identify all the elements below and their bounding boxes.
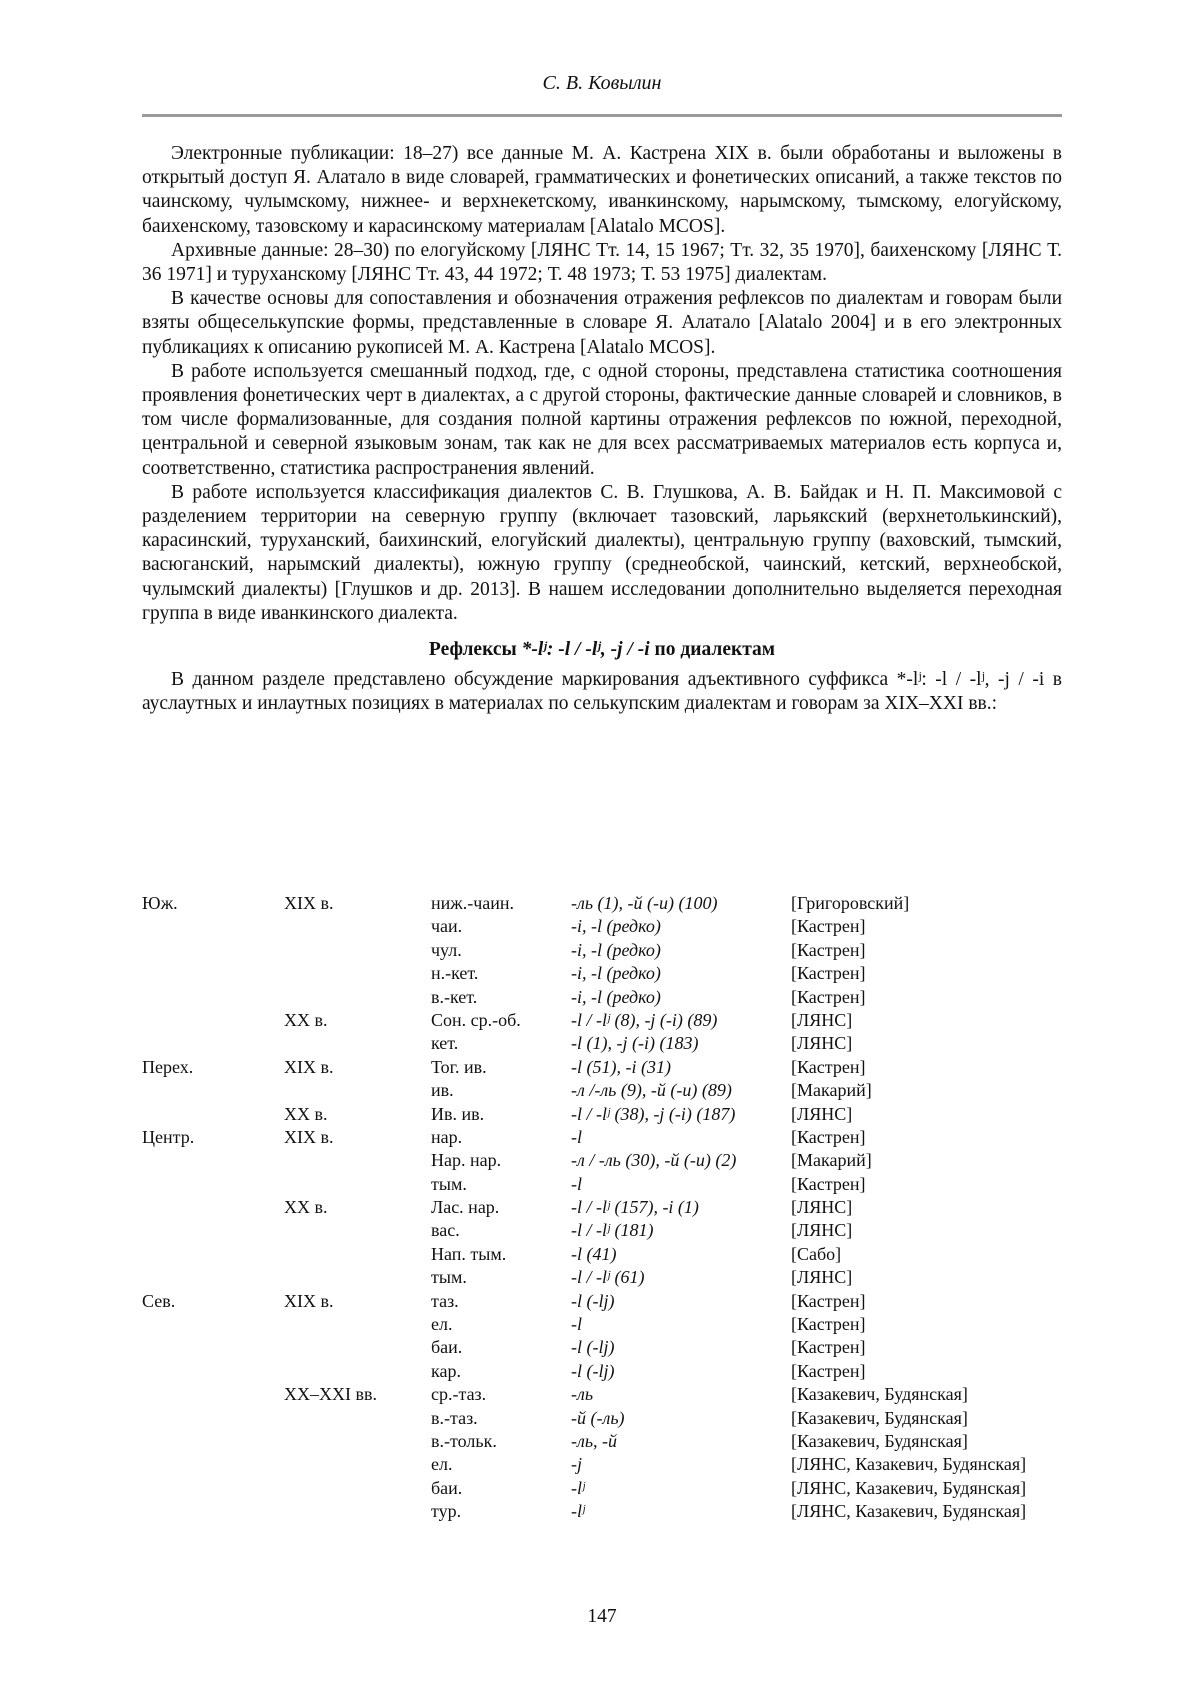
reflex-forms-text: -l bbox=[571, 1314, 582, 1335]
table-row bbox=[142, 1196, 1062, 1219]
zone-label: Центр. bbox=[142, 1126, 195, 1147]
dialect-label: в.-тольк. bbox=[431, 1430, 497, 1451]
reflex-forms-text: -ль, -й bbox=[571, 1430, 618, 1451]
reflex-forms bbox=[571, 1243, 616, 1266]
source-citation: [Сабо] bbox=[791, 1243, 842, 1264]
table-row bbox=[142, 1243, 1062, 1266]
source-citation: [Григоровский] bbox=[791, 893, 910, 913]
reflex-forms bbox=[571, 1173, 582, 1196]
table-row bbox=[142, 1056, 1062, 1079]
reflex-forms-text: -i, -l (редко) bbox=[571, 939, 661, 960]
table-row bbox=[142, 1009, 1062, 1032]
source-citation: [Кастрен] bbox=[791, 1173, 866, 1194]
reflex-forms-text: -lʲ bbox=[571, 1501, 585, 1522]
source-citation: [Кастрен] bbox=[791, 939, 866, 960]
dialect-label: Ив. ив. bbox=[431, 1103, 485, 1124]
reflex-forms bbox=[571, 1266, 644, 1289]
dialect-label: баи. bbox=[431, 1337, 463, 1358]
paragraph: Архивные данные: 28–30) по елогуйскому [ЛЯНС Тт. 14, 15 1967; Тт. 32, 35 1970], баихенскому [ЛЯНС Т. 36 1971] и туруханскому [ЛЯНС Тт. 43, 44 1972; Т. 48 1973; Т. 53 1975] диалектам. bbox=[142, 239, 1062, 286]
reflex-forms-text: -й (-ль) bbox=[571, 1407, 625, 1428]
reflex-forms-text: -ль (1), -й (-и) (100) bbox=[571, 893, 718, 913]
source-citation: [ЛЯНС] bbox=[791, 1197, 853, 1218]
reflex-forms-text: -l (-lj) bbox=[571, 1337, 615, 1358]
table-row bbox=[142, 986, 1062, 1009]
table-row bbox=[142, 892, 1062, 915]
dialect-label: в.-кет. bbox=[431, 986, 478, 1007]
reflex-forms-text: -i, -l (редко) bbox=[571, 986, 661, 1007]
reflex-forms bbox=[571, 1079, 732, 1102]
reflex-forms bbox=[571, 1313, 582, 1336]
dialect-label: таз. bbox=[431, 1290, 459, 1311]
reflex-forms-text: -l (1), -j (-i) (183) bbox=[571, 1033, 699, 1054]
dialect-label: ниж.-чаин. bbox=[431, 893, 515, 913]
dialect-label: Лас. нар. bbox=[431, 1197, 500, 1218]
source-citation: [ЛЯНС] bbox=[791, 1103, 853, 1124]
zone-label: Сев. bbox=[142, 1290, 176, 1311]
source-citation: [ЛЯНС, Казакевич, Будянская] bbox=[791, 1454, 1027, 1475]
table-row bbox=[142, 1407, 1062, 1430]
reflex-forms bbox=[571, 1219, 653, 1242]
table-row bbox=[142, 1477, 1062, 1500]
dialect-label: ел. bbox=[431, 1314, 453, 1335]
reflex-forms bbox=[571, 1336, 614, 1359]
dialect-label: Сон. ср.-об. bbox=[431, 1009, 521, 1030]
dialect-label: тур. bbox=[431, 1501, 462, 1522]
reflex-forms-text: -l (51), -i (31) bbox=[571, 1056, 671, 1077]
reflex-forms bbox=[571, 962, 661, 985]
section-heading bbox=[142, 638, 1062, 662]
century-label: XIX в. bbox=[284, 1126, 334, 1147]
reflex-forms-text: -l / -lʲ (157), -i (1) bbox=[571, 1197, 699, 1218]
reflex-forms-text: -ль bbox=[571, 1384, 594, 1405]
paragraph: Электронные публикации: 18–27) все данные М. А. Кастрена XIX в. были обработаны и выложены в открытый доступ Я. Алатало в виде словарей, грамматических и фонетических описаний, а также текстов по чаинскому, чулымскому, нижнее- и верхнекетскому, иванкинскому, нарымскому, тымскому, елогуйскому, баихенскому, тазовскому и карасинскому материалам [Alatalo MCOS]. bbox=[142, 143, 1062, 237]
table-row bbox=[142, 1173, 1062, 1196]
table-row bbox=[142, 1079, 1062, 1102]
reflex-forms-text: -l / -lʲ (61) bbox=[571, 1267, 645, 1288]
source-citation: [Кастрен] bbox=[791, 1314, 866, 1335]
reflex-forms bbox=[571, 1103, 735, 1126]
reflex-forms-text: -l (-lj) bbox=[571, 1290, 615, 1311]
reflex-forms bbox=[571, 1453, 582, 1476]
table-row bbox=[142, 1500, 1062, 1523]
century-label: XX в. bbox=[284, 1103, 328, 1124]
reflex-forms bbox=[571, 1009, 717, 1032]
table-row bbox=[142, 1103, 1062, 1126]
table-row bbox=[142, 1313, 1062, 1336]
dialect-label: ив. bbox=[431, 1080, 454, 1101]
source-citation: [Кастрен] bbox=[791, 1290, 866, 1311]
reflex-forms-text: -l bbox=[571, 1173, 582, 1194]
reflex-forms bbox=[571, 1407, 625, 1430]
dialect-label: Нар. нар. bbox=[431, 1150, 502, 1171]
table-row bbox=[142, 1032, 1062, 1055]
reflex-forms bbox=[571, 1430, 617, 1453]
reflex-forms-text: -i, -l (редко) bbox=[571, 916, 661, 937]
source-citation: [ЛЯНС] bbox=[791, 1033, 853, 1054]
reflex-forms bbox=[571, 1477, 585, 1500]
dialect-label: вас. bbox=[431, 1220, 460, 1241]
reflex-forms-text: -l / -lʲ (38), -j (-i) (187) bbox=[571, 1103, 736, 1124]
reflex-forms bbox=[571, 1500, 585, 1523]
reflex-forms bbox=[571, 1056, 671, 1079]
body-text bbox=[142, 142, 1062, 716]
dialect-label: тым. bbox=[431, 1173, 467, 1194]
reflex-table bbox=[142, 892, 1062, 1524]
reflex-forms-text: -l / -lʲ (8), -j (-i) (89) bbox=[571, 1009, 718, 1030]
reflex-forms bbox=[571, 1383, 593, 1406]
dialect-label: в.-таз. bbox=[431, 1407, 478, 1428]
source-citation: [ЛЯНС] bbox=[791, 1009, 853, 1030]
century-label: XX–XXI вв. bbox=[284, 1384, 377, 1405]
reflex-forms-text: -l (-lj) bbox=[571, 1360, 615, 1381]
dialect-label: нар. bbox=[431, 1126, 463, 1147]
reflex-forms bbox=[571, 1290, 614, 1313]
reflex-forms-text: -lʲ bbox=[571, 1477, 585, 1498]
table-row bbox=[142, 1126, 1062, 1149]
reflex-forms bbox=[571, 1032, 698, 1055]
century-label: XIX в. bbox=[284, 893, 334, 913]
source-citation: [Кастрен] bbox=[791, 1126, 866, 1147]
dialect-label: чаи. bbox=[431, 916, 463, 937]
source-citation: [ЛЯНС] bbox=[791, 1267, 853, 1288]
section-heading-prefix: Рефлексы bbox=[428, 639, 522, 661]
reflex-forms bbox=[571, 1196, 699, 1219]
century-label: XIX в. bbox=[284, 1056, 334, 1077]
table-row bbox=[142, 1336, 1062, 1359]
source-citation: [Кастрен] bbox=[791, 1337, 866, 1358]
section-intro: В данном разделе представлено обсуждение маркирования адъективного суффикса *-lʲ: -l / -lʲ, -j / -i в ауслаутных и инлаутных позициях в материалах по селькупским диалектам и говорам за XIX–XXI вв.: bbox=[142, 669, 1062, 715]
paragraph: В качестве основы для сопоставления и обозначения отражения рефлексов по диалектам и говорам были взяты общеселькупские формы, представленные в словаре Я. Алатало [Alatalo 2004] и в его электронных публикациях к описанию рукописей М. А. Кастрена [Alatalo MCOS]. bbox=[142, 288, 1062, 358]
dialect-label: Нап. тым. bbox=[431, 1243, 507, 1264]
zone-label: Перех. bbox=[142, 1056, 194, 1077]
reflex-forms bbox=[571, 892, 718, 915]
reflex-forms-text: -l (41) bbox=[571, 1243, 617, 1264]
reflex-forms-text: -л / -ль (30), -й (-и) (2) bbox=[571, 1150, 737, 1171]
section-heading-suffix: по диалектам bbox=[649, 639, 776, 661]
dialect-label: н.-кет. bbox=[431, 963, 479, 984]
section-heading-forms: *-lʲ: -l / -lʲ, -j / -i bbox=[521, 639, 650, 661]
reflex-forms bbox=[571, 986, 661, 1009]
dialect-label: ср.-таз. bbox=[431, 1384, 487, 1405]
source-citation: [ЛЯНС, Казакевич, Будянская] bbox=[791, 1501, 1027, 1522]
dialect-label: кар. bbox=[431, 1360, 461, 1381]
century-label: XX в. bbox=[284, 1197, 328, 1218]
source-citation: [Кастрен] bbox=[791, 1360, 866, 1381]
table-row bbox=[142, 915, 1062, 938]
zone-label: Юж. bbox=[142, 893, 178, 913]
reflex-forms-text: -л /-ль (9), -й (-и) (89) bbox=[571, 1080, 732, 1101]
header-rule bbox=[142, 114, 1062, 117]
source-citation: [Кастрен] bbox=[791, 1056, 866, 1077]
reflex-forms bbox=[571, 1149, 736, 1172]
table-row bbox=[142, 962, 1062, 985]
reflex-forms bbox=[571, 939, 661, 962]
paragraph: В работе используется классификация диалектов С. В. Глушкова, А. В. Байдак и Н. П. Максимовой с разделением территории на северную группу (включает тазовский, ларьякский (верхнетолькинский), карасинский, туруханский, баихинский, елогуйский диалекты), центральную группу (ваховский, тымский, васюганский, нарымский диалекты), южную группу (среднеобской, чаинский, кетский, верхнеобской, чулымский диалекты) [Глушков и др. 2013]. В нашем исследовании дополнительно выделяется переходная группа в виде иванкинского диалекта. bbox=[142, 481, 1062, 624]
dialect-label: кет. bbox=[431, 1033, 459, 1054]
source-citation: [ЛЯНС, Казакевич, Будянская] bbox=[791, 1477, 1027, 1498]
reflex-forms bbox=[571, 915, 661, 938]
source-citation: [Кастрен] bbox=[791, 963, 866, 984]
source-citation: [Кастрен] bbox=[791, 916, 866, 937]
page-number: 147 bbox=[587, 1606, 617, 1627]
table-row bbox=[142, 1219, 1062, 1242]
century-label: XIX в. bbox=[284, 1290, 334, 1311]
reflex-forms-text: -l bbox=[571, 1126, 582, 1147]
source-citation: [Казакевич, Будянская] bbox=[791, 1384, 968, 1405]
reflex-forms bbox=[571, 1126, 582, 1149]
century-label: XX в. bbox=[284, 1009, 328, 1030]
reflex-forms-text: -j bbox=[571, 1454, 582, 1475]
dialect-label: Тог. ив. bbox=[431, 1056, 487, 1077]
table-row bbox=[142, 1149, 1062, 1172]
reflex-forms bbox=[571, 1360, 614, 1383]
source-citation: [Казакевич, Будянская] bbox=[791, 1407, 968, 1428]
dialect-label: тым. bbox=[431, 1267, 467, 1288]
dialect-label: чул. bbox=[431, 939, 462, 960]
dialect-label: ел. bbox=[431, 1454, 453, 1475]
paragraph: В работе используется смешанный подход, где, с одной стороны, представлена статистика соотношения проявления фонетических черт в диалектах, а с другой стороны, фактические данные словарей и словников, в том числе формализованные, для создания полной картины отражения рефлексов по южной, переходной, центральной и северной языковым зонам, так как не для всех рассматриваемых материалов есть корпуса и, соответственно, статистика распространения явлений. bbox=[142, 360, 1062, 479]
source-citation: [Казакевич, Будянская] bbox=[791, 1430, 968, 1451]
table-row bbox=[142, 939, 1062, 962]
dialect-label: баи. bbox=[431, 1477, 463, 1498]
table-row bbox=[142, 1453, 1062, 1476]
source-citation: [Кастрен] bbox=[791, 986, 866, 1007]
table-row bbox=[142, 1430, 1062, 1453]
table-row bbox=[142, 1360, 1062, 1383]
running-head: С. В. Ковылин bbox=[542, 72, 662, 94]
reflex-forms-text: -l / -lʲ (181) bbox=[571, 1220, 654, 1241]
table-row bbox=[142, 1266, 1062, 1289]
source-citation: [Макарий] bbox=[791, 1150, 872, 1171]
table-row bbox=[142, 1383, 1062, 1406]
table-row bbox=[142, 1290, 1062, 1313]
source-citation: [Макарий] bbox=[791, 1080, 872, 1101]
source-citation: [ЛЯНС] bbox=[791, 1220, 853, 1241]
reflex-forms-text: -i, -l (редко) bbox=[571, 963, 661, 984]
